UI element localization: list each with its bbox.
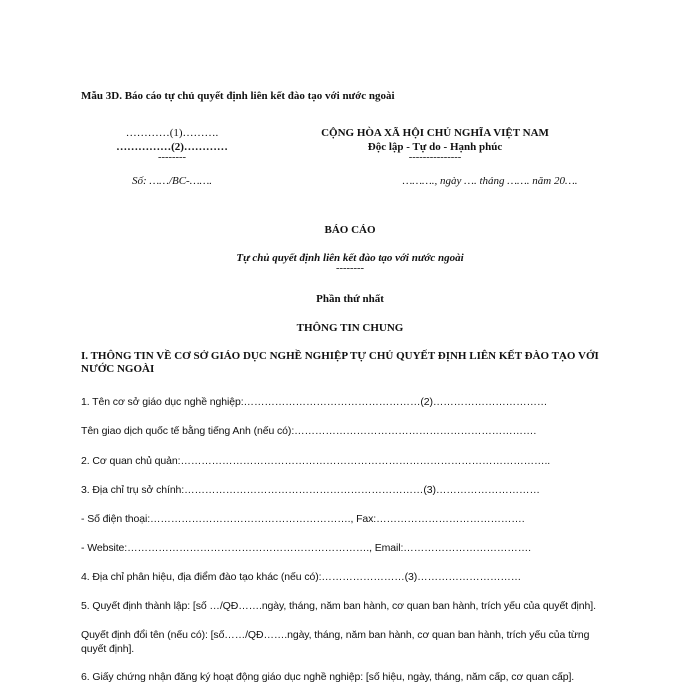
item-rename-decision: Quyết định đổi tên (nếu có): [số……/QĐ…….ngày, tháng, năm ban hành, cơ quan ban hành, trích yếu của từng quyết định]. (81, 629, 590, 655)
item-establishment-decision: 5. Quyết định thành lập: [số …/QĐ…….ngày, tháng, năm ban hành, cơ quan ban hành, trích yếu của quyết định]. (81, 600, 596, 612)
national-motto: Độc lập - Tự do - Hạnh phúc (367, 141, 503, 153)
item-registration-certificate: 6. Giấy chứng nhận đăng ký hoạt động giáo dục nghề nghiệp: [số hiệu, ngày, tháng, năm cấp, cơ quan cấp]. (81, 671, 575, 683)
report-title: BÁO CÁO (324, 224, 376, 236)
section-heading: I. THÔNG TIN VỀ CƠ SỞ GIÁO DỤC NGHỀ NGHIỆP TỰ CHỦ QUYẾT ĐỊNH LIÊN KẾT ĐÀO TẠO VỚI NƯỚC NGOÀI (81, 350, 599, 375)
issuer-line-1: …………(1)………. (125, 127, 219, 139)
report-subtitle: Tự chủ quyết định liên kết đào tạo với nước ngoài (236, 252, 464, 264)
issuer-separator: -------- (158, 152, 186, 163)
report-separator: -------- (336, 263, 364, 274)
item-institution-name: 1. Tên cơ sở giáo dục nghề nghiệp:……………………………………………(2)…………………………… (81, 396, 548, 408)
motto-separator: --------------- (408, 152, 462, 163)
part-title: THÔNG TIN CHUNG (296, 322, 404, 334)
national-title: CỘNG HÒA XÃ HỘI CHỦ NGHĨA VIỆT NAM (321, 127, 549, 139)
document-date: ………., ngày …. tháng ……. năm 20…. (402, 175, 578, 187)
item-phone-fax: - Số điện thoại:…………………………………………………., Fax:……………………………………. (81, 513, 525, 525)
item-english-name: Tên giao dịch quốc tế bằng tiếng Anh (nếu có):……………………………………………………………. (81, 425, 537, 437)
part-label: Phần thứ nhất (316, 293, 384, 305)
item-branch-address: 4. Địa chỉ phân hiệu, địa điểm đào tạo khác (nếu có):……………………(3)………………………… (81, 571, 522, 583)
item-head-office-address: 3. Địa chỉ trụ sở chính:……………………………………………………………(3)………………………… (81, 484, 540, 496)
issuer-line-2: ……………(2)………… (116, 141, 228, 153)
template-title: Mẫu 3D. Báo cáo tự chủ quyết định liên kết đào tạo với nước ngoài (81, 90, 395, 102)
document-number: Số: ……/BC-……. (131, 175, 213, 187)
item-governing-body: 2. Cơ quan chủ quản:…………………………………………………………………………………………….. (81, 455, 551, 467)
item-website-email: - Website:……………………………………………………………., Email:………………………………. (81, 542, 531, 554)
